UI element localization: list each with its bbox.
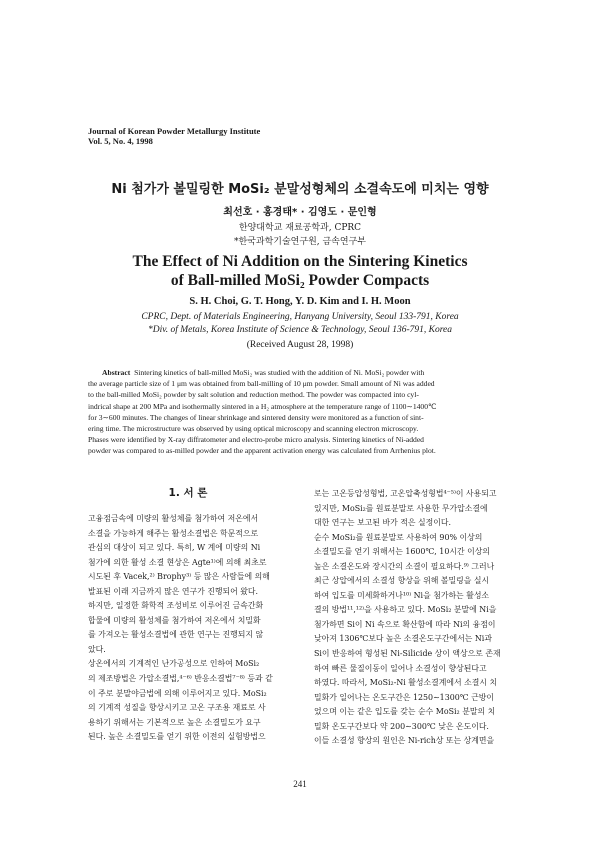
- body-line: 로는 고온등압성형법, 고온압축성형법⁴⁻⁵⁾이 사용되고: [314, 489, 497, 498]
- body-line: 이 주로 분말야금법에 의해 이루어지고 있다. MoSi₂: [88, 688, 267, 698]
- body-line: 첨가하면 Si이 Ni 속으로 확산함에 따라 Ni의 융점이: [314, 619, 496, 629]
- journal-volume: Vol. 5, No. 4, 1998: [88, 136, 153, 146]
- body-line: 고융점금속에 미량의 활성체를 첨가하여 저온에서: [88, 514, 259, 523]
- korean-affiliation-2: *한국과학기술연구원, 금속연구부: [234, 237, 366, 247]
- korean-authors: 최선호 · 홍경태* · 김영도 · 문인형: [223, 207, 377, 218]
- abstract-heading: Abstract: [102, 368, 131, 377]
- body-line: 았다.: [88, 644, 106, 654]
- body-line: 의 기계적 성질을 향상시키고 고온 구조용 재료로 사: [88, 703, 266, 713]
- body-line: 순수 MoSi₂를 원료분말로 사용하여 90% 이상의: [314, 532, 483, 542]
- received-date: (Received August 28, 1998): [246, 340, 354, 350]
- body-line: 발표된 이래 지금까지 많은 연구가 진행되어 왔다.: [88, 586, 259, 596]
- body-line: 하여 빠른 물질이동이 일어나 소결성이 향상된다고: [314, 663, 487, 673]
- body-line: 이들 소결성 향상의 원인은 Ni-rich상 또는 상계면을: [314, 736, 495, 746]
- body-line: 관심의 대상이 되고 있다. 특히, W 계에 미량의 Ni: [88, 543, 261, 553]
- page-number: 241: [293, 779, 307, 789]
- body-line: 의 제조방법은 가압소결법,⁴⁻⁶⁾ 반응소결법⁷⁻⁸⁾ 등과 같: [88, 674, 273, 684]
- body-line: 대한 연구는 보고된 바가 적은 실정이다.: [314, 518, 452, 528]
- english-title: [0, 252, 600, 290]
- body-line: 있지만, MoSi₂를 원료분말로 사용한 무가압소결에: [314, 503, 488, 513]
- abstract-line: powder was compared to as-milled powder and the apparent activation energy was calculated from Arrhenius plot.: [88, 446, 436, 456]
- abstract-line: Abstract Sintering kinetics of ball-milled MoSi₂ was studied with the addition of Ni. MoSi₂ powder with: [102, 368, 425, 377]
- body-line: 용하기 위해서는 기본적으로 높은 소결밀도가 요구: [88, 717, 261, 727]
- body-line: 된다. 높은 소결밀도를 얻기 위한 이전의 실험방법으: [88, 732, 266, 742]
- body-line: 밀화 온도구간보다 약 200∼300℃ 낮은 온도이다.: [314, 721, 489, 731]
- journal-name: Journal of Korean Powder Metallurgy Institute: [88, 126, 261, 136]
- body-line: 었으며 이는 같은 입도를 갖는 순수 MoSi₂ 분말의 치: [314, 707, 496, 717]
- korean-affiliation-1: 한양대학교 재료공학과, CPRC: [238, 223, 362, 233]
- body-line: 높은 소결온도와 장시간의 소결이 필요하다.⁹⁾ 그러나: [314, 561, 495, 571]
- english-authors: S. H. Choi, G. T. Hong, Y. D. Kim and I. H. Moon: [189, 296, 411, 307]
- body-line: 합물에 미량의 활성체를 첨가하여 저온에서 치밀화: [88, 615, 261, 625]
- english-affiliation-2: *Div. of Metals, Korea Institute of Science & Technology, Seoul 136-791, Korea: [147, 325, 453, 335]
- body-column-left: [88, 512, 288, 745]
- abstract-line: ering time. The microstructure was observed by using optical microscopy and scanning electron microscopy.: [88, 424, 419, 434]
- body-line: 밀화가 일어나는 온도구간은 1250∼1300℃ 근방이: [314, 692, 494, 702]
- korean-title: Ni 첨가가 볼밀링한 MoSi₂ 분말성형체의 소결속도에 미치는 영향: [111, 182, 489, 197]
- body-line: 최근 상압에서의 소결성 향상을 위해 볼밀링을 실시: [314, 576, 490, 586]
- english-title-line-2: of Ball-milled MoSi₂ Powder Compacts: [170, 272, 430, 289]
- abstract-line: to the ball-milled MoSi₂ powder by salt solution and reduction method. The powder was compacted into cyl-: [88, 390, 419, 400]
- body-line: 소결을 가능하게 해주는 활성소결법은 학문적으로: [88, 528, 259, 538]
- body-line: 시도된 후 Vacek,²⁾ Brophy³⁾ 등 많은 사람들에 의해: [88, 572, 270, 582]
- body-line: 소결밀도를 얻기 위해서는 1600℃, 10시간 이상의: [314, 547, 490, 557]
- body-column-right: [314, 487, 514, 749]
- section-heading-introduction: 1. 서 론: [168, 487, 208, 499]
- body-line: 하여 입도를 미세화하거나¹⁰⁾ Ni을 첨가하는 활성소: [314, 590, 490, 600]
- body-line: 상온에서의 기계적인 난가공성으로 인하여 MoSi₂: [88, 659, 260, 669]
- abstract: [88, 367, 508, 457]
- abstract-line: Phases were identified by X-ray diffratometer and electro-probe micro analysis. Sintering kinetics of Ni-added: [88, 435, 424, 445]
- abstract-line: indrical shape at 200 MPa and isothermally sintered in a H₂ atmosphere at the temperature range of 1100∼1400℃: [88, 401, 437, 411]
- body-line: 낮아져 1306℃보다 높은 소결온도구간에서는 Ni과: [314, 634, 492, 644]
- body-line: 하지만, 일정한 화학적 조성비로 이루어진 금속간화: [88, 601, 264, 611]
- body-line: 첨가에 의한 활성 소결 현상은 Agte¹⁾에 의해 최초로: [88, 557, 267, 567]
- body-line: 결의 방법¹¹,¹²⁾을 사용하고 있다. MoSi₂ 분말에 Ni을: [314, 605, 497, 615]
- english-title-line-1: The Effect of Ni Addition on the Sintering Kinetics: [132, 253, 468, 270]
- body-line: Si이 반응하여 형성된 Ni-Silicide 상이 액상으로 존재: [314, 649, 501, 659]
- english-affiliation-1: CPRC, Dept. of Materials Engineering, Hanyang University, Seoul 133-791, Korea: [141, 312, 459, 322]
- body-line: 하였다. 따라서, MoSi₂-Ni 활성소결계에서 소결시 치: [314, 678, 498, 688]
- abstract-line: the average particle size of 1 μm was obtained from ball-milling of 10 μm powder. Small amount of Ni was added: [88, 379, 435, 389]
- abstract-line: for 3∼600 minutes. The changes of linear shrinkage and sintered density were monitored as a function of sint-: [88, 412, 424, 422]
- body-line: 를 가져오는 활성소결법에 관한 연구는 진행되지 않: [88, 630, 264, 640]
- journal-header: [88, 126, 260, 146]
